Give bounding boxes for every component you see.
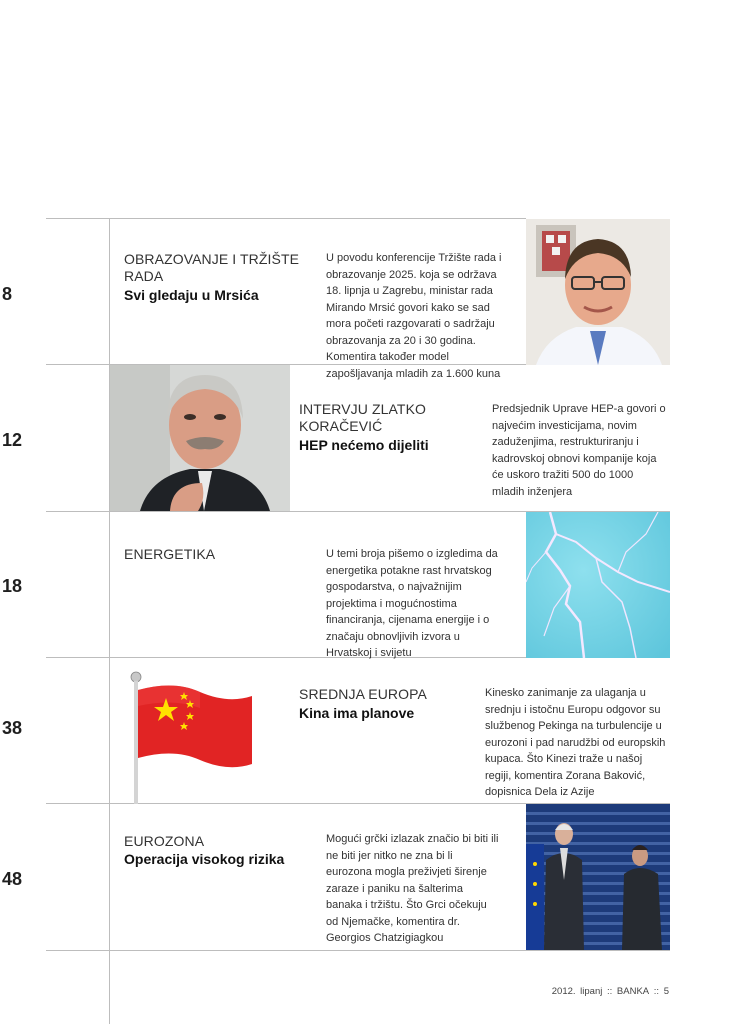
section-label: INTERVJU ZLATKO KORAČEVIĆ bbox=[299, 401, 427, 434]
description: U temi broja pišemo o izgledima da energetika potakne rast hrvatskog gospodarstva, o najvažnijim projektima i mogućnostima financiranja, cijenama energije i o značaju obnovljivih izvora u Hrvatskoj i svijetu bbox=[326, 548, 498, 659]
page-footer bbox=[551, 986, 670, 997]
portrait-photo[interactable] bbox=[526, 219, 670, 365]
eu-officials-photo[interactable] bbox=[526, 804, 670, 950]
headline[interactable]: HEP nećemo dijeliti bbox=[299, 437, 429, 453]
footer-year: 2012. bbox=[551, 986, 576, 997]
china-flag-image[interactable] bbox=[124, 668, 264, 804]
footer-separator: :: bbox=[607, 986, 613, 997]
section-label: OBRAZOVANJE I TRŽIŠTE RADA bbox=[124, 251, 300, 284]
headline[interactable]: Svi gledaju u Mrsića bbox=[124, 287, 259, 303]
headline[interactable]: Operacija visokog rizika bbox=[124, 851, 285, 867]
page-number: 8 bbox=[2, 284, 13, 304]
footer-page-number: 5 bbox=[663, 986, 669, 997]
lightning-photo[interactable] bbox=[526, 512, 670, 658]
column-divider bbox=[109, 218, 110, 1024]
page-number: 12 bbox=[2, 430, 23, 450]
row-divider bbox=[46, 950, 670, 951]
section-label: SREDNJA EUROPA bbox=[299, 686, 427, 702]
headline[interactable]: Kina ima planove bbox=[299, 705, 415, 721]
description: Predsjednik Uprave HEP-a govori o najvećim investicijama, novim zaduženjima, restrukturiranju i kadrovskoj obnovi kompanije koja će uskoro tražiti 500 do 1000 mladih inženjera bbox=[492, 403, 666, 498]
section-label: EUROZONA bbox=[124, 833, 205, 849]
description: Mogući grčki izlazak značio bi biti ili ne biti jer nitko ne zna bi li eurozona mogla preživjeti širenje zaraze i paniku na šalterima banaka i tržištu. Što Grci očekuju od Njemačke, komentira dr. Georgios Chatzigiagkou bbox=[326, 833, 499, 944]
section-label: ENERGETIKA bbox=[124, 546, 216, 562]
footer-month: lipanj bbox=[580, 986, 603, 997]
portrait-photo[interactable] bbox=[110, 365, 290, 511]
page-number: 38 bbox=[2, 718, 23, 738]
footer-magazine: BANKA bbox=[616, 986, 650, 997]
page-number: 48 bbox=[2, 869, 23, 889]
description: U povodu konferencije Tržište rada i obrazovanje 2025. koja se održava 18. lipnja u Zagrebu, ministar rada Mirando Mrsić govori kako se sad mora početi razgovarati o sadržaju obrazovanja za 20 i 30 godina. Komentira također model zapošljavanja mladih za 1.600 kuna bbox=[326, 252, 502, 380]
footer-separator: :: bbox=[653, 986, 660, 997]
page-number: 18 bbox=[2, 576, 23, 596]
row-divider bbox=[46, 218, 526, 219]
description: Kinesko zanimanje za ulaganja u srednju i istočnu Europu odgovor su službenog Pekinga na turbulencije u eurozoni i pad narudžbi od europskih kupaca. Što Kinezi traže u našoj regiji, komentira Zorana Baković, dopisnica Dela iz Azije bbox=[485, 687, 666, 798]
